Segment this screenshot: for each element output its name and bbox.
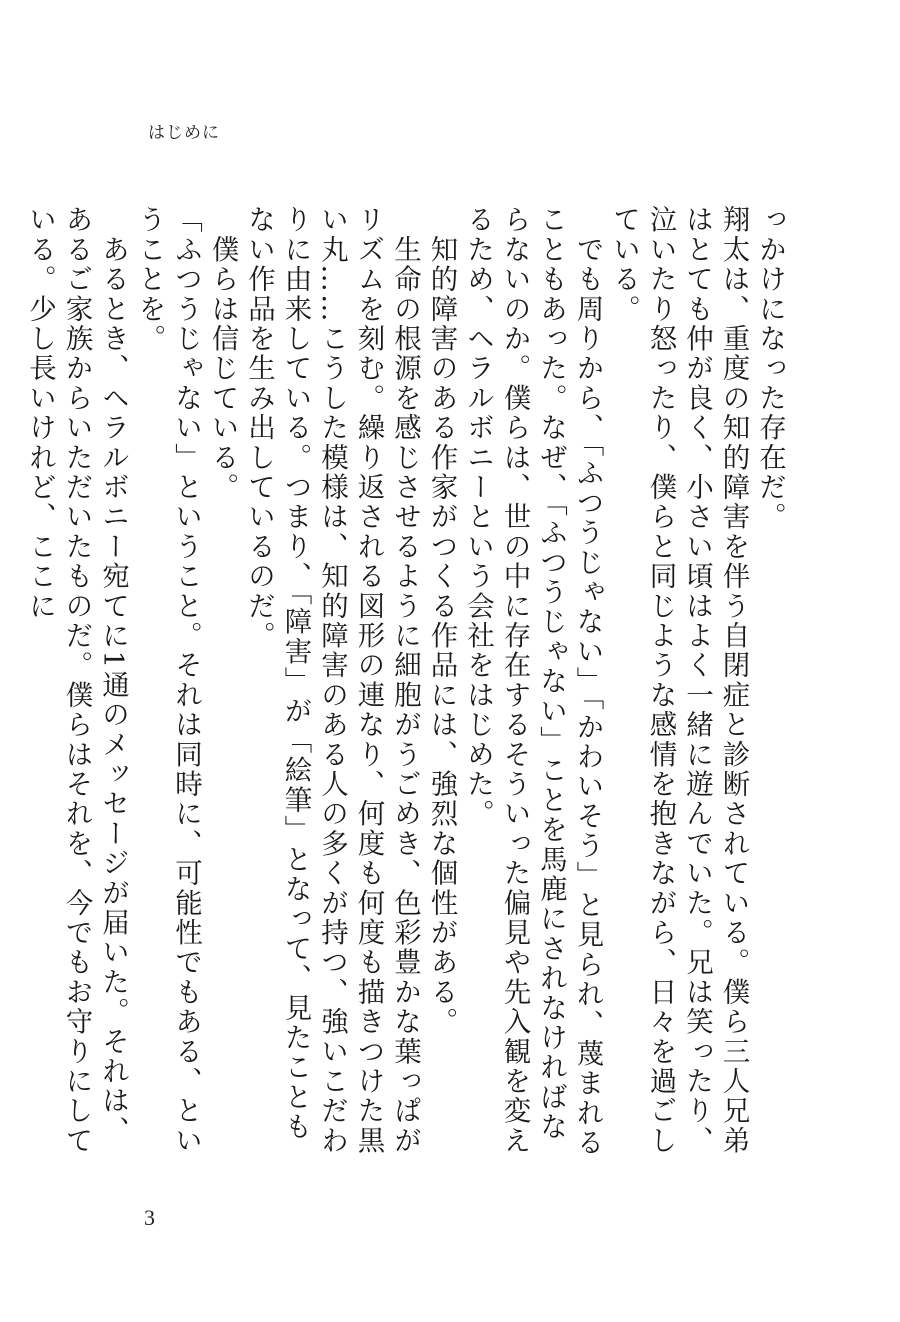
paragraph: 「ふつうじゃない」ということ。それは同時に、可能性でもある、ということを。 (133, 205, 202, 1156)
paragraph: 僕らは信じている。 (206, 205, 239, 502)
paragraph: あるとき、ヘラルボニー宛てに1通のメッセージが届いた。それは、あるご家族からいただいたものだ。僕らはそれを、今でもお守りにしている。少し長いけれど、ここに (24, 205, 129, 1156)
body-text (24, 205, 788, 1165)
paragraph: 生命の根源を感じさせるように細胞がうごめき、色彩豊かな葉っぱがリズムを刻む。繰り返される図形の連なり、何度も何度も描きつけた黒い丸……こうした模様は、知的障害のある人の多くが持つ、強いこだわりに由来している。つまり、「障害」が「絵筆」となって、見たこともない作品を生み出しているのだ。 (243, 205, 421, 1156)
paragraph: 知的障害のある作家がつくる作品には、強烈な個性がある。 (425, 205, 458, 1037)
paragraph: 翔太は、重度の知的障害を伴う自閉症と診断されている。僕ら三人兄弟はとても仲が良く、小さい頃はよく一緒に遊んでいた。兄は笑ったり、泣いたり怒ったり、僕らと同じような感情を抱きながら、日々を過ごしている。 (608, 205, 750, 1156)
paragraph: っかけになった存在だ。 (754, 205, 786, 532)
paragraph: でも周りから、「ふつうじゃない」「かわいそう」と見られ、蔑まれることもあった。なぜ、「ふつうじゃない」ことを馬鹿にされなければならないのか。僕らは、世の中に存在するそういった偏見や先入観を変えるため、ヘラルボニーという会社をはじめた。 (462, 205, 604, 1158)
section-title: はじめに (148, 123, 220, 143)
page-number: 3 (144, 1205, 155, 1230)
